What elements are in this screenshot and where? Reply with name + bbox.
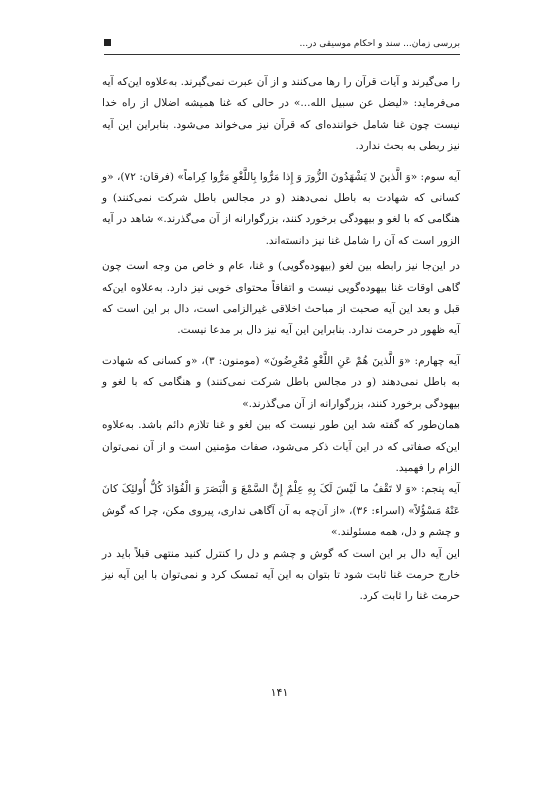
paragraph: آیه پنجم: «وَ لا تَقْفُ ما لَیْسَ لَکَ بِهِ عِلْمٌ إِنَّ السَّمْعَ وَ الْبَصَرَ وَ الْفُؤادَ کُلُّ أُولئِکَ کانَ عَنْهُ مَسْؤُلاً» (اسراء: ۳۶)، «از آن‌چه به آن آگاهی نداری، پیروی مکن، چرا که گوش و چشم و دل، همه مسئولند.» bbox=[102, 483, 460, 539]
body-text bbox=[102, 72, 460, 608]
paragraph: را می‌گیرند و آیات قرآن را رها می‌کنند و از آن عبرت نمی‌گیرند. به‌علاوه این‌که آیه می‌فرماید: «لیضل عن سبیل الله...» در حالی که غنا همیشه اضلال از راه خدا نیست چون غنا شامل خواننده‌ای که قرآن نیز می‌خواند می‌شود. بنابراین این آیه نیز ربطی به بحث ندارد. bbox=[102, 76, 460, 153]
paragraph: در این‌جا نیز رابطه بین لغو (بیهوده‌گویی) و غنا، عام و خاص من وجه است چون گاهی اوقات غنا بیهوده‌گویی نیست و اتفاقاً محتوای خوبی نیز دارد. به‌علاوه این‌که قبل و بعد این آیه صحبت از مباحث اخلاقی غیرالزامی است، دال بر این است که آیه ظهور در حرمت ندارد. بنابراین این آیه نیز دال بر مدعا نیست. bbox=[102, 260, 460, 337]
paragraph: آیه سوم: «وَ الَّذینَ لا یَشْهَدُونَ الزُّورَ وَ إِذا مَرُّوا بِاللَّغْوِ مَرُّوا کِراماً» (فرقان: ۷۲)، «و کسانی که شهادت به باطل نمی‌دهند (و در مجالس باطل شرکت نمی‌کنند) و هنگامی که با لغو و بیهودگی برخورد کنند، بزرگوارانه از آن می‌گذرند.» شاهد در آیه الزور است که آن را شامل غنا نیز دانسته‌اند. bbox=[102, 170, 460, 247]
running-head: بررسی زمان... سند و احکام موسیقی در... bbox=[299, 39, 460, 49]
header-square-mark bbox=[104, 39, 111, 46]
page-number: ۱۴۱ bbox=[270, 686, 289, 699]
paragraph: این آیه دال بر این است که گوش و چشم و دل را کنترل کنید منتهی قبلاً باید در خارج حرمت غنا ثابت شود تا بتوان به این آیه تمسک کرد و نمی‌توان با این آیه نیز حرمت غنا را ثابت کرد. bbox=[102, 547, 460, 603]
paragraph: همان‌طور که گفته شد این طور نیست که بین لغو و غنا تلازم دائم باشد. به‌علاوه این‌که صفاتی که در این آیات ذکر می‌شود، صفات مؤمنین است و از آن نمی‌توان الزام را فهمید. bbox=[102, 419, 460, 474]
paragraph: آیه چهارم: «وَ الَّذینَ هُمْ عَنِ اللَّغْوِ مُعْرِضُونَ» (مومنون: ۳)، «و کسانی که شهادت به باطل نمی‌دهند (و در مجالس باطل شرکت نمی‌کنند) و هنگامی که با لغو و بیهودگی برخورد کنند، بزرگوارانه از آن می‌گذرند.» bbox=[102, 354, 460, 410]
page-header bbox=[104, 38, 460, 55]
